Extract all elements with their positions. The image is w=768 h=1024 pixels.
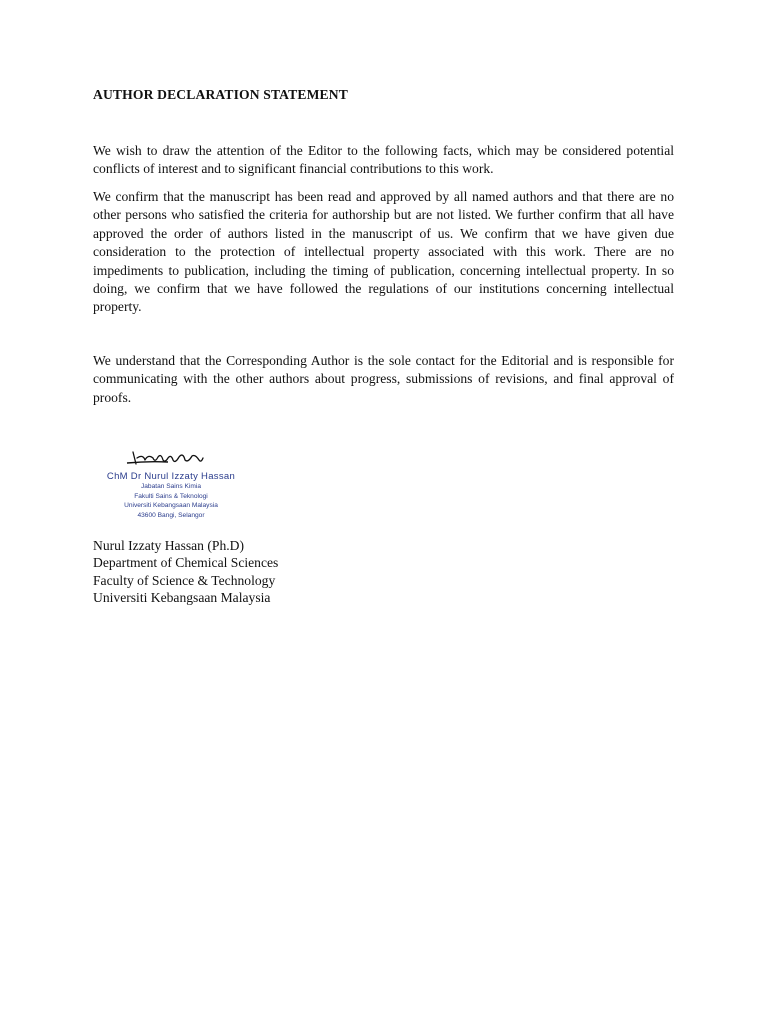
signatory-faculty: Faculty of Science & Technology — [93, 572, 276, 588]
document-title: AUTHOR DECLARATION STATEMENT — [93, 87, 348, 102]
signatory-block — [93, 537, 278, 607]
signature-stamp — [93, 448, 253, 528]
signatory-department: Department of Chemical Sciences — [93, 555, 279, 571]
paragraph-conflicts: We wish to draw the attention of the Editor to the following facts, which may be considered potential conflicts of interest and to significant financial contributions to this work. — [93, 143, 674, 177]
stamp-line-address: 43600 Bangi, Selangor — [137, 511, 205, 519]
signatory-university: Universiti Kebangsaan Malaysia — [93, 590, 271, 606]
stamp-line-faculty: Fakulti Sains & Teknologi — [134, 492, 208, 500]
stamp-line-university: Universiti Kebangsaan Malaysia — [124, 502, 218, 510]
paragraph-corresponding-author: We understand that the Corresponding Author is the sole contact for the Editorial and is responsible for communicating with the other authors about progress, submissions of revisions, and final approval of proofs. — [93, 353, 674, 405]
paragraph-confirmation: We confirm that the manuscript has been read and approved by all named authors and that there are no other persons who satisfied the criteria for authorship but are not listed. We further confirm that all have approved the order of authors listed in the manuscript of us. We confirm that we have given due consideration to the protection of intellectual property associated with this work. There are no impediments to publication, including the timing of publication, concerning intellectual property. In so doing, we confirm that we have followed the regulations of our institutions concerning intellectual property. — [93, 189, 674, 315]
stamp-name: ChM Dr Nurul Izzaty Hassan — [106, 471, 236, 482]
stamp-line-department: Jabatan Sains Kimia — [140, 483, 202, 490]
signatory-name: Nurul Izzaty Hassan (Ph.D) — [93, 538, 244, 553]
stamp-text — [93, 471, 249, 520]
